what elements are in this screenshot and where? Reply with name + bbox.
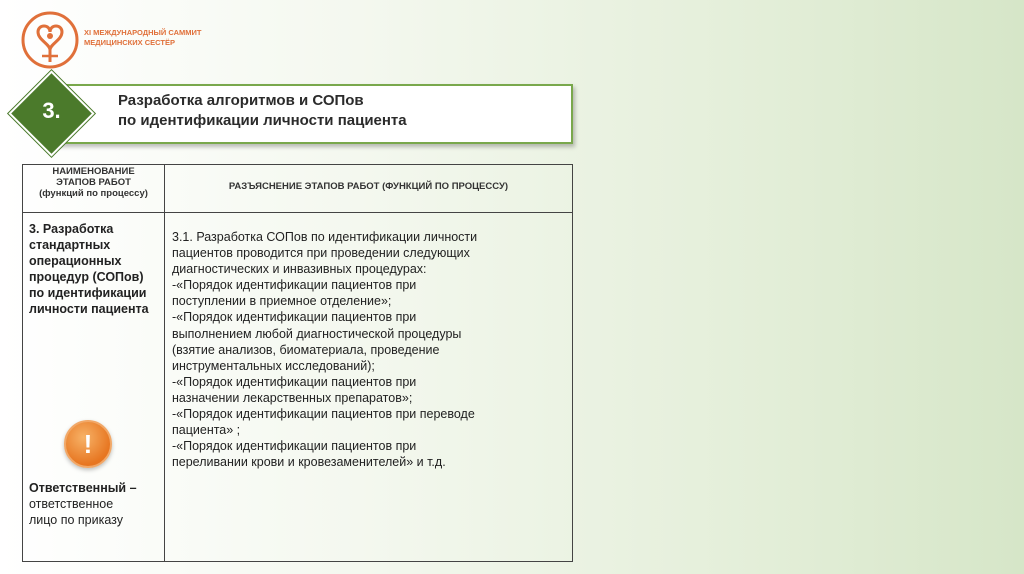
explanation-line: пациента» ; <box>172 423 241 438</box>
process-table <box>22 164 573 562</box>
explanation-line: -«Порядок идентификации пациентов при переводе <box>172 407 475 422</box>
explanation-line: -«Порядок идентификации пациентов при <box>172 439 417 454</box>
responsible-line-2: ответственное <box>29 497 114 511</box>
header-stage-line-2: ЭТАПОВ РАБОТ <box>56 177 131 188</box>
org-line-2: МЕДИЦИНСКИХ СЕСТЁР <box>84 38 175 47</box>
explanation-line: (взятие анализов, биоматериала, проведение <box>172 342 440 357</box>
explanation-line: выполнением любой диагностической процедуры <box>172 326 462 341</box>
explanation-line: -«Порядок идентификации пациентов при <box>172 278 417 293</box>
stage-cell <box>23 213 165 562</box>
stage-title: 3. Разработка стандартных операционных процедур (СОПов) по идентификации личности пациента <box>29 222 149 316</box>
explanation-line: -«Порядок идентификации пациентов при <box>172 374 417 389</box>
exclamation-icon: ! <box>64 420 112 468</box>
header-stage-name <box>23 165 165 213</box>
explanation-line: пациентов проводится при проведении следующих <box>172 246 470 261</box>
responsible-person <box>29 480 137 528</box>
section-title-line-2: по идентификации личности пациента <box>118 112 407 129</box>
summit-logo <box>20 10 80 70</box>
responsible-line-3: лицо по приказу <box>29 513 124 527</box>
step-number: 3. <box>42 98 61 123</box>
explanation-text <box>165 213 572 470</box>
explanation-line: инструментальных исследований); <box>172 358 375 373</box>
explanation-line: назначении лекарственных препаратов»; <box>172 390 413 405</box>
explanation-line: -«Порядок идентификации пациентов при <box>172 310 417 325</box>
organization-name <box>84 28 201 48</box>
section-title <box>118 91 407 131</box>
explanation-line: переливании крови и кровезаменителей» и т.д. <box>172 455 446 470</box>
header-stage-line-3: (функций по процессу) <box>39 188 148 199</box>
org-line-1: XI МЕЖДУНАРОДНЫЙ САММИТ <box>84 28 202 37</box>
section-title-line-1: Разработка алгоритмов и СОПов <box>118 92 364 109</box>
header-explanation <box>165 165 573 213</box>
table-row <box>23 213 573 562</box>
explanation-cell <box>165 213 573 562</box>
explanation-line: поступлении в приемное отделение»; <box>172 294 392 309</box>
explanation-line: 3.1. Разработка СОПов по идентификации личности <box>172 230 478 244</box>
table-header-row <box>23 165 573 213</box>
header-stage-line-1: НАИМЕНОВАНИЕ <box>52 166 135 177</box>
header-explanation-text: РАЗЪЯСНЕНИЕ ЭТАПОВ РАБОТ (ФУНКЦИЙ ПО ПРОЦЕССУ) <box>228 181 509 192</box>
responsible-line-1: Ответственный – <box>29 481 137 495</box>
explanation-line: диагностических и инвазивных процедурах: <box>172 262 427 277</box>
